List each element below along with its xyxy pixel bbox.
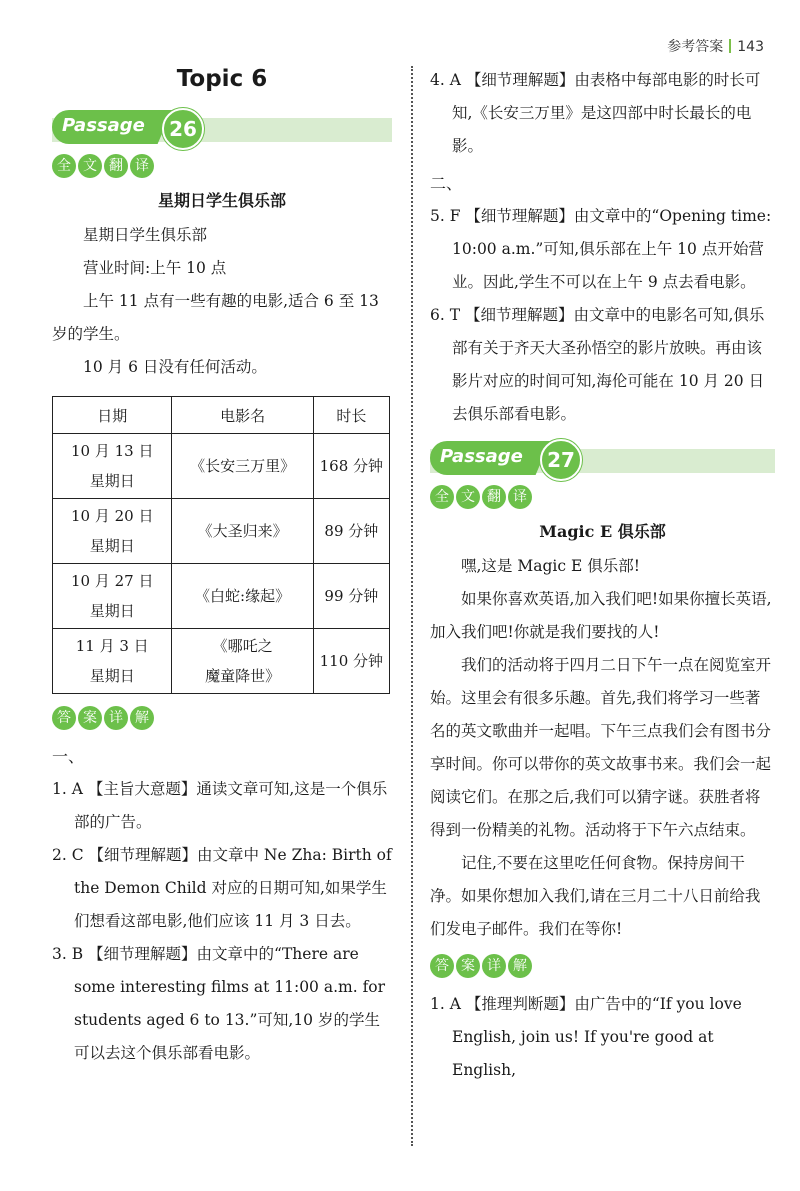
paragraph: 我们的活动将于四月二日下午一点在阅览室开始。这里会有很多乐趣。首先,我们将学习一些著名的英文歌曲并一起唱。下午三点我们会有图书分享时间。你可以带你的英文故事书来。我们会一起阅读它们。在那之后,我们可以猜字谜。获胜者将得到一份精美的礼物。活动将于下午六点结束。 bbox=[430, 656, 772, 839]
film-text: 魔童降世》 bbox=[205, 667, 281, 685]
badge-char: 译 bbox=[508, 485, 532, 509]
length-cell: 168 分钟 bbox=[313, 434, 389, 499]
answer-badge bbox=[52, 706, 392, 730]
date-text: 11 月 3 日 bbox=[75, 637, 149, 655]
paragraph: 嘿,这是 Magic E 俱乐部! bbox=[461, 557, 640, 575]
film-cell: 《白蛇:缘起》 bbox=[172, 564, 313, 629]
topic-title: Topic 6 bbox=[176, 66, 268, 92]
length-cell: 110 分钟 bbox=[313, 629, 389, 694]
paragraph: 如果你喜欢英语,加入我们吧!如果你擅长英语,加入我们吧!你就是我们要找的人! bbox=[430, 590, 772, 641]
paragraph: 上午 11 点有一些有趣的电影,适合 6 至 13 岁的学生。 bbox=[52, 292, 379, 343]
badge-char: 翻 bbox=[482, 485, 506, 509]
badge-char: 答 bbox=[52, 706, 76, 730]
header-label: 参考答案 bbox=[667, 39, 724, 55]
date-cell bbox=[53, 629, 172, 694]
badge-char: 全 bbox=[52, 154, 76, 178]
day-text: 星期日 bbox=[89, 472, 135, 490]
day-text: 星期日 bbox=[89, 537, 135, 555]
page-number: 143 bbox=[737, 39, 764, 55]
answer-item: 6. T 【细节理解题】由文章中的电影名可知,俱乐部有关于齐天大圣孙悟空的影片放映。再由该影片对应的时间可知,海伦可能在 10 月 20 日去俱乐部看电影。 bbox=[430, 306, 765, 423]
answer-badge bbox=[430, 954, 775, 978]
section-heading: 二、 bbox=[430, 174, 463, 193]
film-cell bbox=[172, 629, 313, 694]
section-heading: 一、 bbox=[52, 747, 85, 766]
length-cell: 99 分钟 bbox=[313, 564, 389, 629]
answer-item: 5. F 【细节理解题】由文章中的“Opening time: 10:00 a.m.”可知,俱乐部在上午 10 点开始营业。因此,学生不可以在上午 9 点去看电影。 bbox=[430, 207, 772, 291]
passage-title: 星期日学生俱乐部 bbox=[157, 191, 286, 210]
date-text: 10 月 13 日 bbox=[70, 442, 154, 460]
passage-label: Passage bbox=[440, 446, 523, 467]
passage-label: Passage bbox=[62, 115, 145, 136]
answer-item: 2. C 【细节理解题】由文章中 Ne Zha: Birth of the Demon Child 对应的日期可知,如果学生们想看这部电影,他们应该 11 月 3 日去。 bbox=[52, 846, 392, 930]
length-cell: 89 分钟 bbox=[313, 499, 389, 564]
film-cell: 《长安三万里》 bbox=[172, 434, 313, 499]
table-row bbox=[53, 629, 390, 694]
badge-char: 译 bbox=[130, 154, 154, 178]
badge-char: 文 bbox=[456, 485, 480, 509]
passage-number: 27 bbox=[540, 439, 582, 481]
badge-char: 翻 bbox=[104, 154, 128, 178]
paragraph: 营业时间:上午 10 点 bbox=[83, 259, 227, 277]
table-row bbox=[53, 564, 390, 629]
page-header bbox=[667, 36, 764, 56]
translation-badge bbox=[430, 485, 775, 509]
left-column bbox=[52, 64, 392, 1070]
badge-char: 全 bbox=[430, 485, 454, 509]
translation-badge bbox=[52, 154, 392, 178]
table-header-row bbox=[53, 397, 390, 434]
badge-char: 解 bbox=[130, 706, 154, 730]
col-header-date: 日期 bbox=[53, 397, 172, 434]
passage-number: 26 bbox=[162, 108, 204, 150]
badge-char: 文 bbox=[78, 154, 102, 178]
column-divider bbox=[411, 66, 413, 1146]
badge-char: 详 bbox=[482, 954, 506, 978]
badge-char: 详 bbox=[104, 706, 128, 730]
date-cell bbox=[53, 499, 172, 564]
date-cell bbox=[53, 434, 172, 499]
badge-char: 案 bbox=[456, 954, 480, 978]
paragraph: 10 月 6 日没有任何活动。 bbox=[83, 358, 267, 376]
badge-char: 答 bbox=[430, 954, 454, 978]
film-cell: 《大圣归来》 bbox=[172, 499, 313, 564]
answer-item: 1. A 【主旨大意题】通读文章可知,这是一个俱乐部的广告。 bbox=[52, 780, 388, 831]
col-header-length: 时长 bbox=[313, 397, 389, 434]
passage-26-banner bbox=[52, 110, 392, 144]
film-text: 《哪吒之 bbox=[212, 637, 273, 655]
badge-char: 解 bbox=[508, 954, 532, 978]
table-row bbox=[53, 434, 390, 499]
right-column bbox=[430, 64, 775, 1087]
movie-table bbox=[52, 396, 390, 694]
answer-item: 1. A 【推理判断题】由广告中的“If you love English, join us! If you're good at English, bbox=[430, 995, 742, 1079]
paragraph: 星期日学生俱乐部 bbox=[83, 226, 208, 244]
table-row bbox=[53, 499, 390, 564]
date-text: 10 月 27 日 bbox=[70, 572, 154, 590]
day-text: 星期日 bbox=[89, 602, 135, 620]
date-cell bbox=[53, 564, 172, 629]
date-text: 10 月 20 日 bbox=[70, 507, 154, 525]
answer-item: 3. B 【细节理解题】由文章中的“There are some interesting films at 11:00 a.m. for students aged 6 to 13.”可知,10 岁的学生可以去这个俱乐部看电影。 bbox=[52, 945, 386, 1062]
paragraph: 记住,不要在这里吃任何食物。保持房间干净。如果你想加入我们,请在三月二十八日前给我们发电子邮件。我们在等你! bbox=[430, 854, 761, 938]
col-header-film: 电影名 bbox=[172, 397, 313, 434]
answer-item: 4. A 【细节理解题】由表格中每部电影的时长可知,《长安三万里》是这四部中时长最长的电影。 bbox=[430, 71, 761, 155]
badge-char: 案 bbox=[78, 706, 102, 730]
day-text: 星期日 bbox=[89, 667, 135, 685]
header-divider bbox=[729, 39, 731, 53]
passage-title: Magic E 俱乐部 bbox=[539, 522, 666, 541]
passage-27-banner bbox=[430, 441, 775, 475]
